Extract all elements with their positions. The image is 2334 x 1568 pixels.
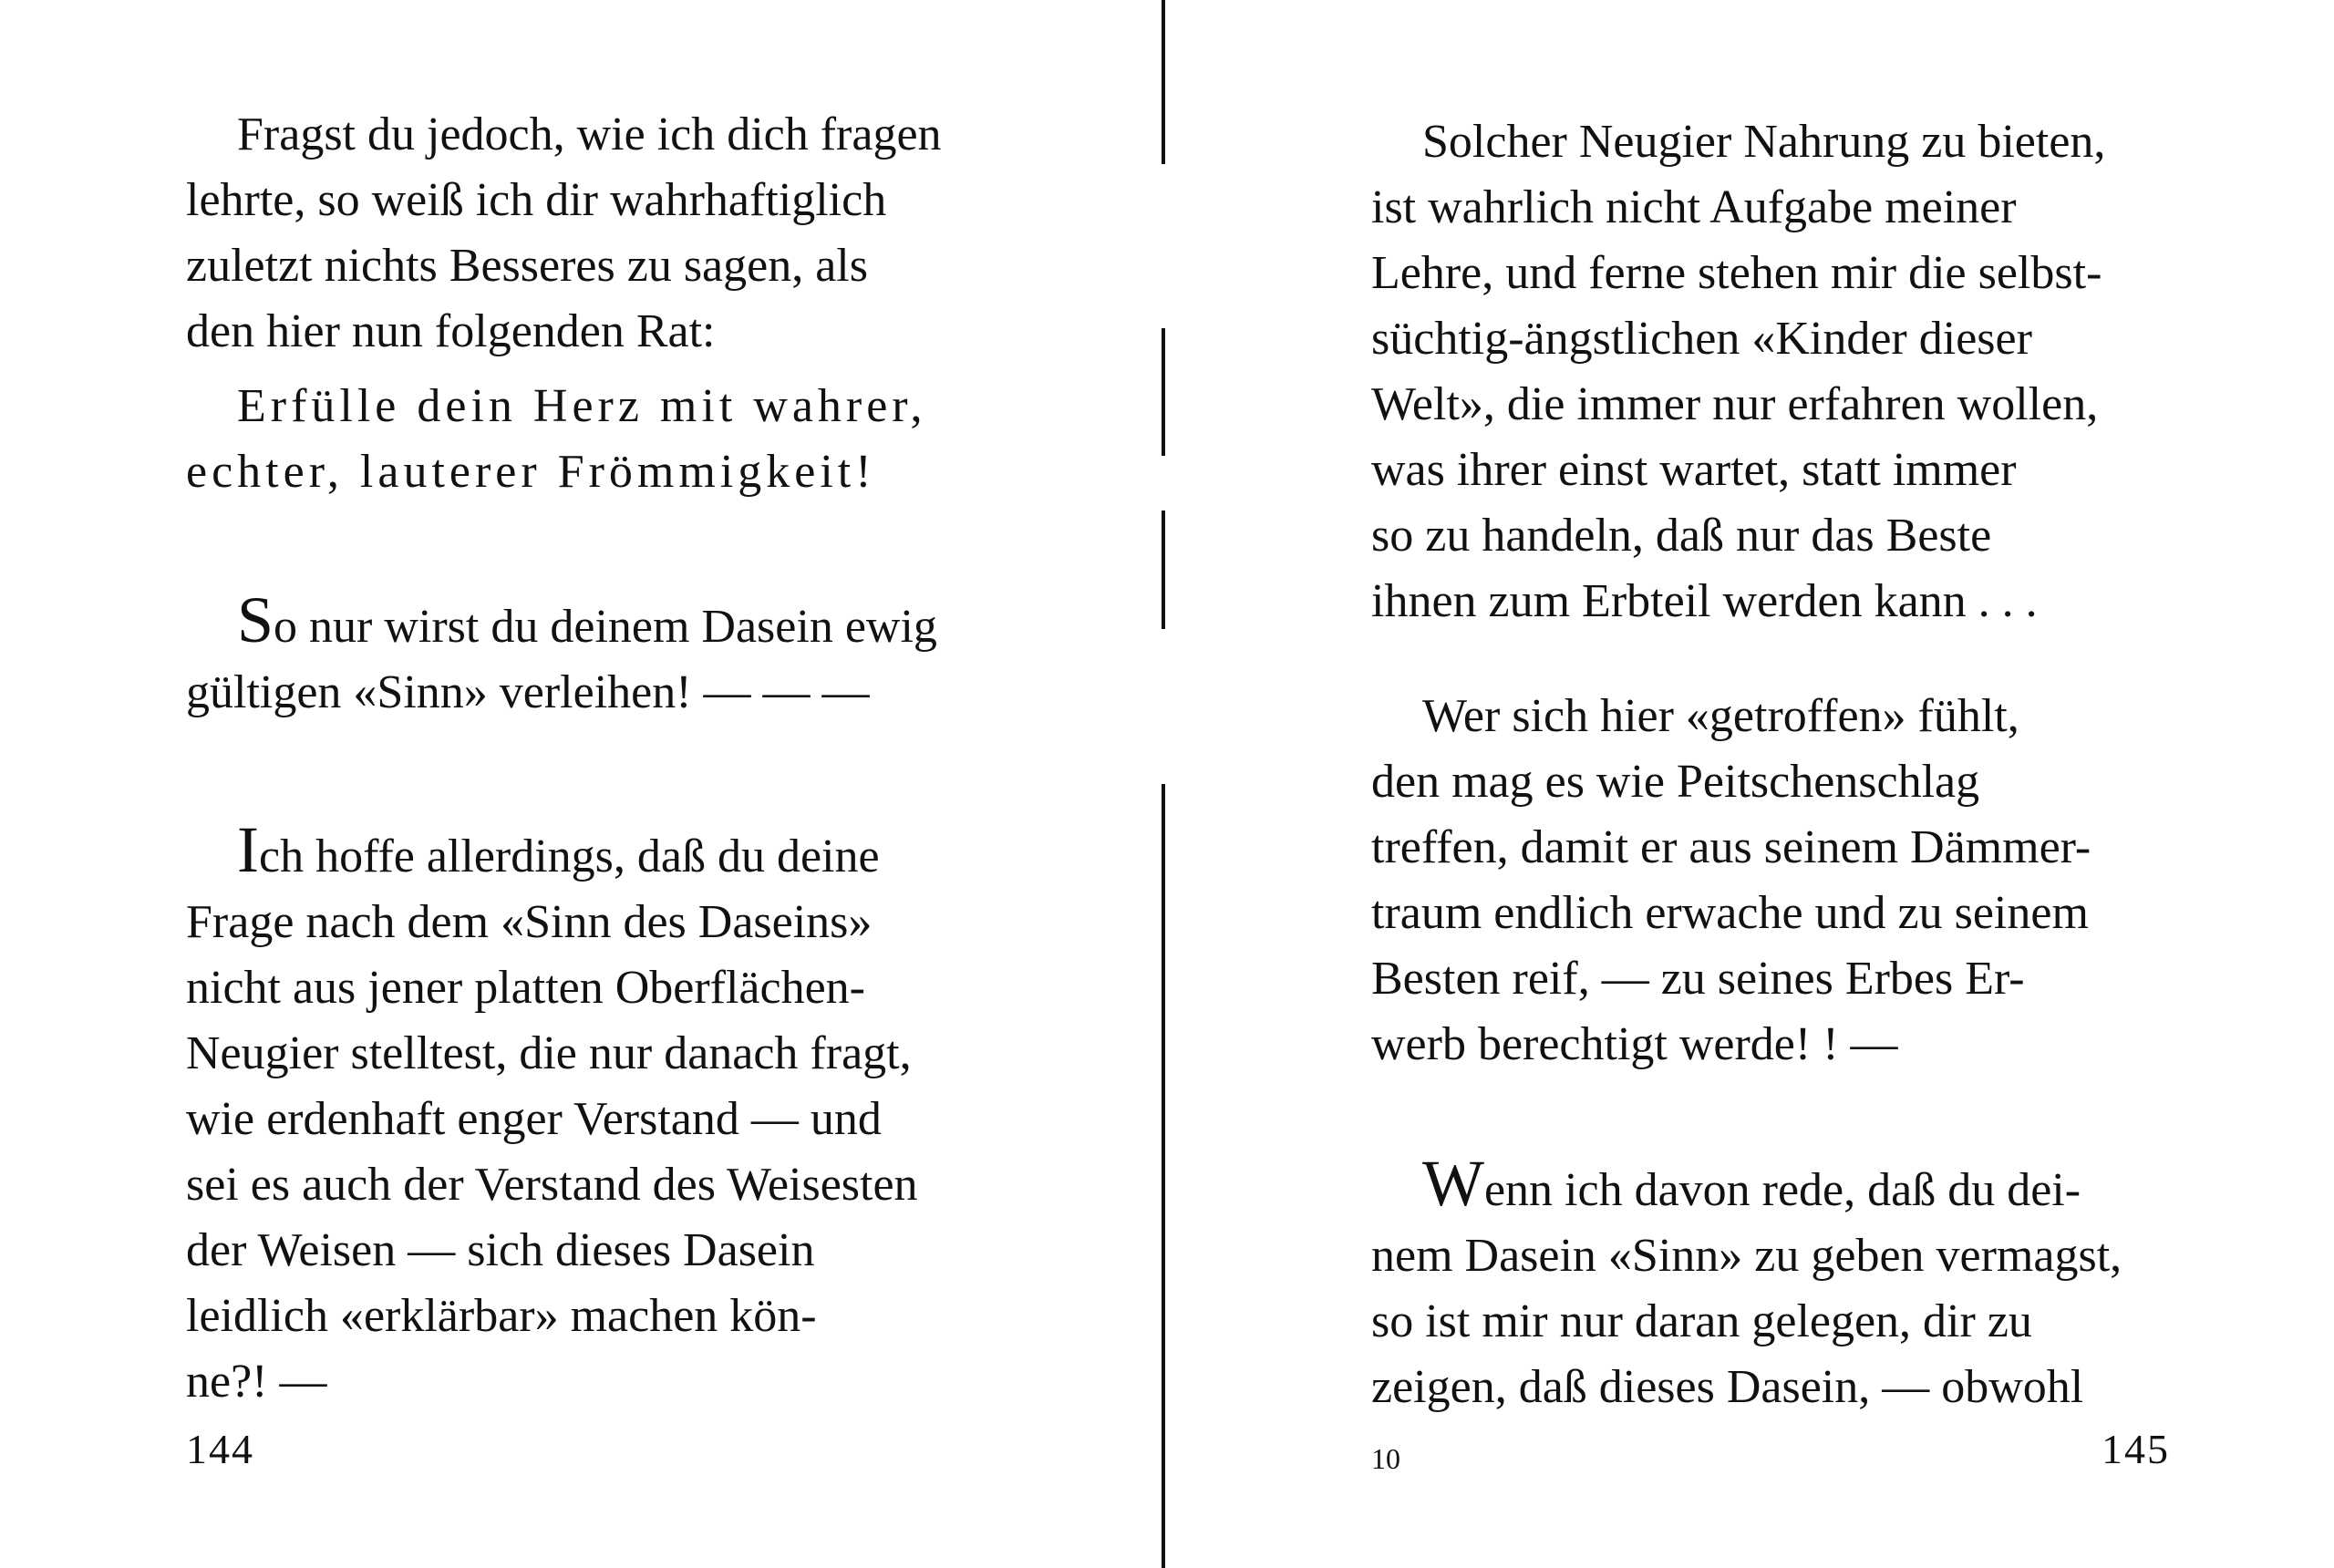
right-text-block [1371, 109, 2170, 1420]
text-line: Neugier stelltest, die nur danach fragt, [186, 1027, 912, 1079]
page-number-left: 144 [186, 1426, 254, 1472]
text-line: Welt», die immer nur erfahren wollen, [1371, 378, 2099, 430]
text-line: so zu handeln, daß nur das Beste [1371, 510, 1992, 562]
text-line: traum endlich erwache und zu seinem [1371, 887, 2089, 939]
text-line: enn ich davon rede, daß du dei- [1483, 1164, 2081, 1216]
text-line: nicht aus jener platten Oberflächen- [186, 962, 865, 1014]
text-line: o nur wirst du deinem Dasein ewig [274, 601, 937, 653]
initial-letter: I [237, 813, 259, 886]
text-line: so ist mir nur daran gelegen, dir zu [1371, 1295, 2032, 1347]
text-line: sei es auch der Verstand des Weisesten [186, 1159, 918, 1211]
text-line: wie erdenhaft enger Verstand — und [186, 1093, 882, 1145]
paragraph [186, 583, 976, 726]
text-line: lehrte, so weiß ich dir wahrhaftiglich [186, 174, 887, 226]
text-line: Besten reif, — zu seines Erbes Er- [1371, 953, 2025, 1005]
gutter-line [1162, 328, 1165, 456]
text-line: ist wahrlich nicht Aufgabe meiner [1371, 181, 2017, 233]
paragraph [186, 374, 976, 505]
text-line: was ihrer einst wartet, statt immer [1371, 444, 2017, 496]
gutter-line [1162, 0, 1165, 164]
paragraph [1371, 109, 2170, 634]
text-line: ch hoffe allerdings, daß du deine [258, 830, 880, 882]
initial-letter: W [1422, 1147, 1484, 1220]
text-line: der Weisen — sich dieses Dasein [186, 1224, 815, 1276]
signature-mark: 10 [1371, 1442, 1400, 1475]
text-line: Frage nach dem «Sinn des Daseins» [186, 896, 873, 948]
text-line: ihnen zum Erbteil werden kann . . . [1371, 575, 2038, 627]
text-line: gültigen «Sinn» verleihen! — — — [186, 666, 870, 718]
initial-letter: S [237, 583, 274, 656]
text-line: ne?! — [186, 1356, 327, 1408]
paragraph [186, 813, 976, 1415]
text-line: Solcher Neugier Nahrung zu bieten, [1422, 116, 2106, 168]
text-line: echter, lauterer Frömmigkeit! [186, 446, 876, 498]
right-page [1176, 0, 2334, 1568]
paragraph [1371, 1147, 2170, 1420]
left-page [0, 0, 1158, 1568]
text-line: Erfülle dein Herz mit wahrer, [237, 380, 927, 432]
text-line: Fragst du jedoch, wie ich dich fragen [237, 108, 942, 160]
paragraph [186, 102, 976, 365]
text-line: werb berechtigt werde! ! — [1371, 1018, 1898, 1070]
text-line: leidlich «erklärbar» machen kön- [186, 1290, 817, 1342]
text-line: den mag es wie Peitschenschlag [1371, 756, 1980, 808]
book-gutter [1160, 0, 1167, 1568]
text-line: nem Dasein «Sinn» zu geben vermagst, [1371, 1230, 2122, 1282]
left-text-block [186, 102, 976, 1415]
gutter-line [1162, 511, 1165, 629]
text-line: Wer sich hier «getroffen» fühlt, [1422, 690, 2019, 742]
text-line: Lehre, und ferne stehen mir die selbst- [1371, 247, 2102, 299]
text-line: zeigen, daß dieses Dasein, — obwohl [1371, 1361, 2084, 1413]
text-line: den hier nun folgenden Rat: [186, 305, 716, 357]
text-line: treffen, damit er aus seinem Dämmer- [1371, 821, 2091, 873]
gutter-line [1162, 784, 1165, 1568]
text-line: süchtig-ängstlichen «Kinder dieser [1371, 313, 2032, 365]
paragraph [1371, 684, 2170, 1078]
text-line: zuletzt nichts Besseres zu sagen, als [186, 240, 868, 292]
page-number-right: 145 [2102, 1426, 2170, 1472]
